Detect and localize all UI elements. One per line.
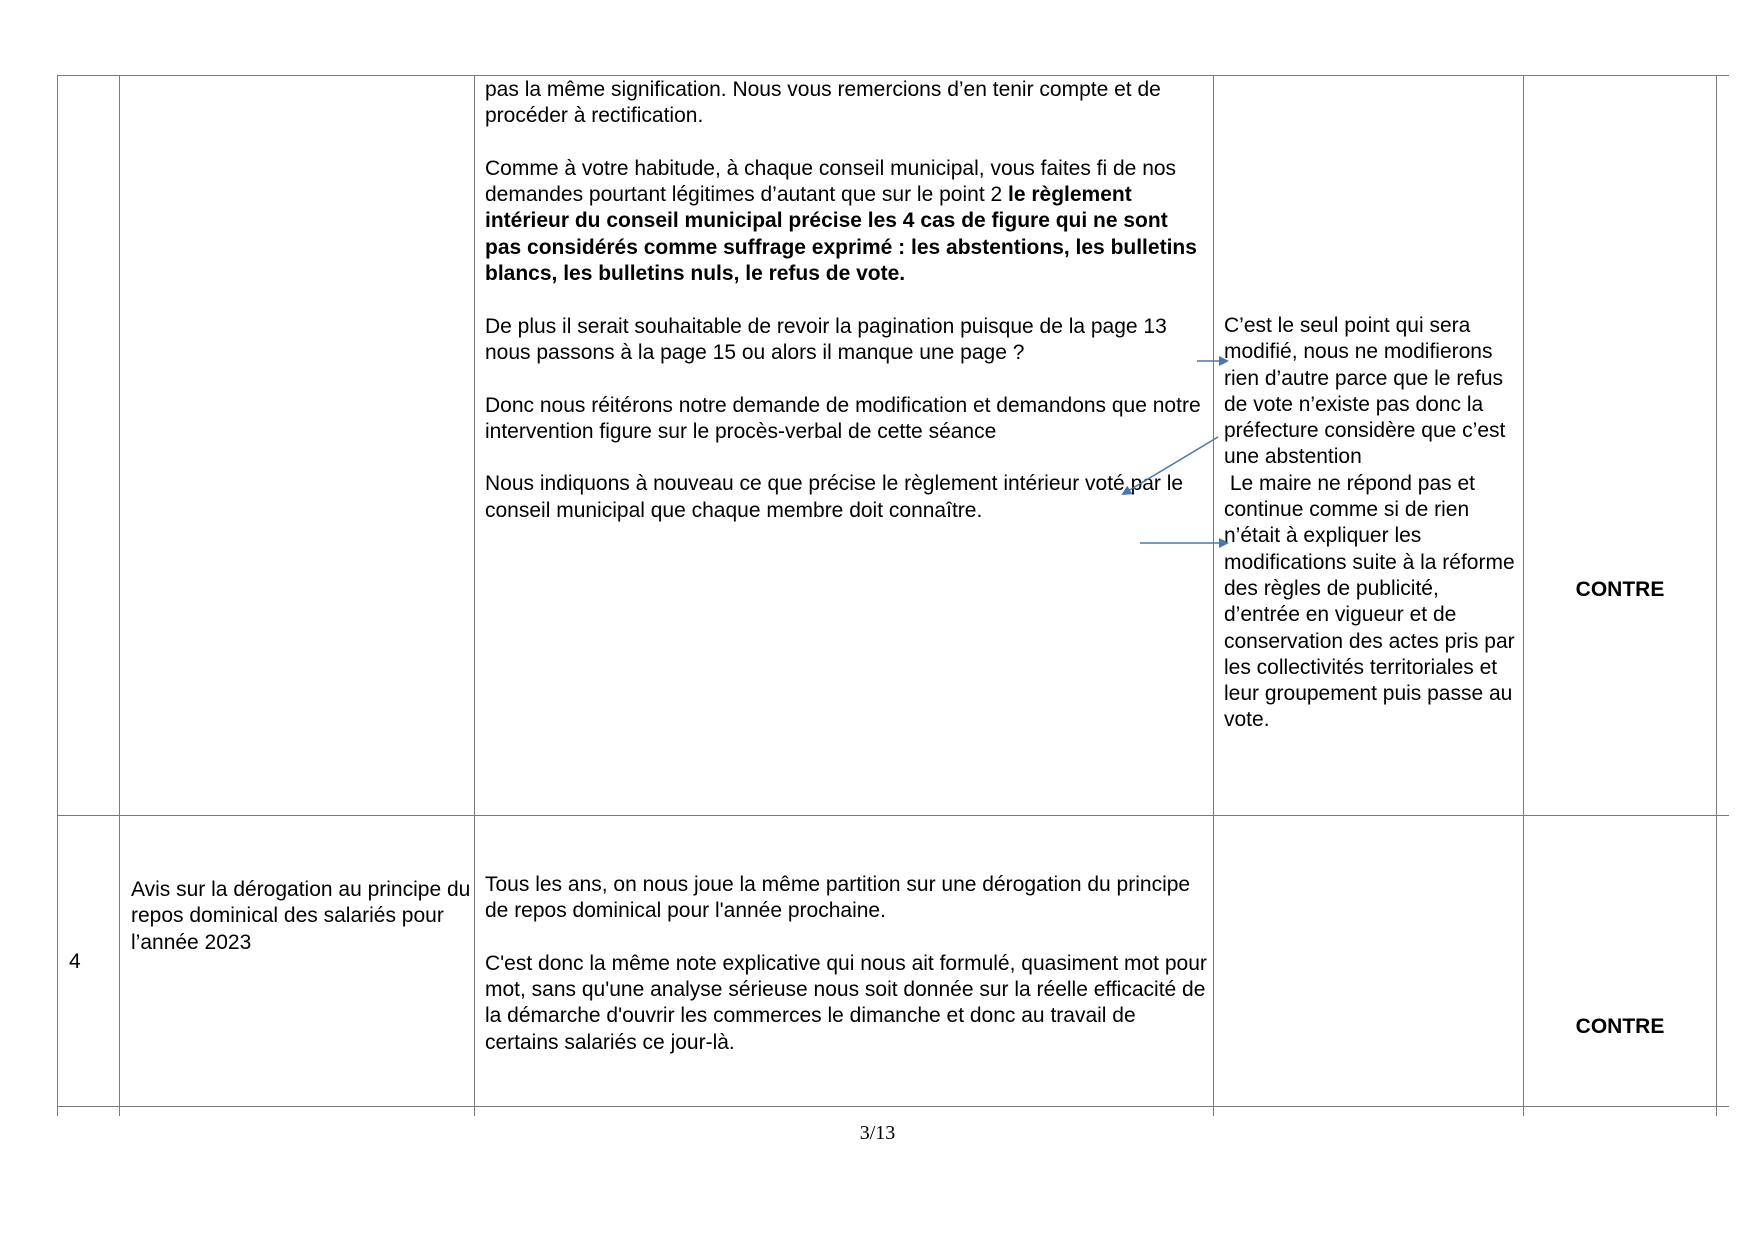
row2-intervention-p2: C'est donc la même note explicative qui nous ait formulé, quasiment mot pour mot, sans qu'une analyse sérieuse nous soit donnée sur la réelle efficacité de la démarche d'ouvrir les commerces le dimanche et donc au travail de certains salariés ce jour-là. bbox=[485, 951, 1207, 1054]
row2-intervention-p1: Tous les ans, on nous joue la même partition sur une dérogation du principe de repos dominical pour l'année prochaine. bbox=[485, 873, 1191, 923]
row2-number: 4 bbox=[69, 950, 81, 973]
arrow-response-to-intervention bbox=[1123, 437, 1218, 494]
row1-intervention-p2-normal: Comme à votre habitude, à chaque conseil municipal, vous faites fi de nos demandes pourtant légitimes d’autant que sur le point 2 bbox=[485, 156, 1177, 207]
row1-intervention-p5: Nous indiquons à nouveau ce que précise le règlement intérieur voté par le conseil municipal que chaque membre doit connaître. bbox=[485, 472, 1184, 522]
row1-response-part2: Le maire ne répond pas et continue comme si de rien n’était à expliquer les modifications suite à la réforme des règles de publicité, d’entrée en vigueur et de conservation des actes pris par les collectivités territoriales et leur groupement puis passe au vote. bbox=[1224, 471, 1521, 732]
row1-vote: CONTRE bbox=[1575, 578, 1665, 601]
row1-response-part1: C’est le seul point qui sera modifié, nous ne modifierons rien d’autre parce que le refus de vote n’existe pas donc la préfecture considère que c’est une abstention bbox=[1224, 314, 1506, 469]
row2-vote: CONTRE bbox=[1575, 1015, 1665, 1038]
row1-intervention-p2-bold: le règlement intérieur du conseil municipal précise les 4 cas de figure qui ne sont pas considérés comme suffrage exprimé : les abstentions, les bulletins blancs, les bulletins nuls, le refus de vote. bbox=[485, 183, 1197, 286]
row1-intervention-p3: De plus il serait souhaitable de revoir la pagination puisque de la page 13 nous passons à la page 15 ou alors il manque une page ? bbox=[485, 314, 1167, 364]
row2-subject: Avis sur la dérogation au principe du repos dominical des salariés pour l’année 2023 bbox=[131, 878, 471, 954]
page-number: 3/13 bbox=[859, 1122, 896, 1144]
row1-intervention-p1: pas la même signification. Nous vous remercions d’en tenir compte et de procéder à rectification. bbox=[485, 78, 1161, 128]
row1-intervention-p4: Donc nous réitérons notre demande de modification et demandons que notre intervention figure sur le procès-verbal de cette séance bbox=[485, 393, 1201, 443]
